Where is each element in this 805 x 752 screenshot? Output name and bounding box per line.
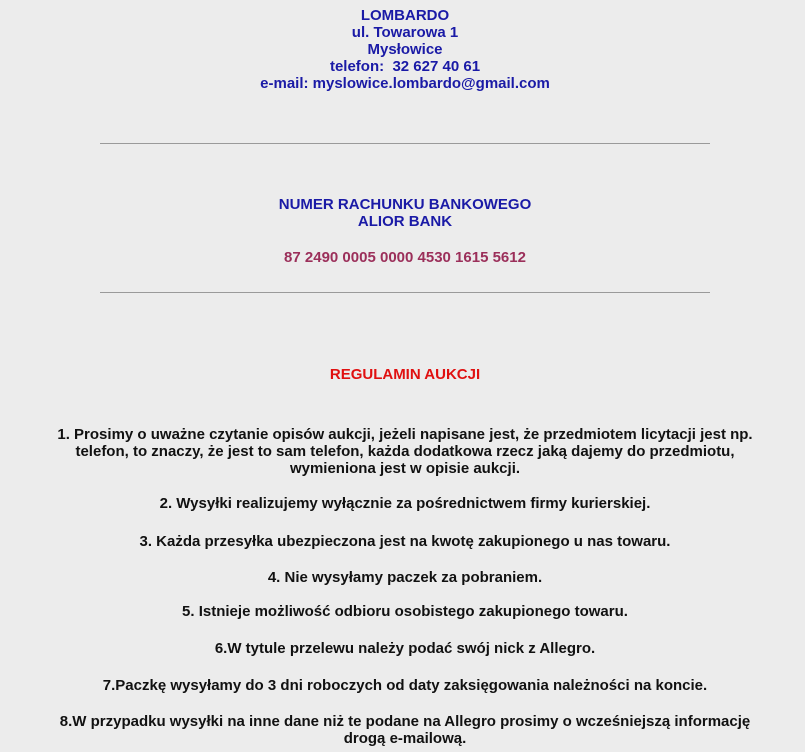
rule-item-6-line-1: 6.W tytule przelewu należy podać swój nick z Allegro. bbox=[214, 640, 596, 657]
rules-title: REGULAMIN AUKCJI bbox=[329, 366, 481, 383]
company-street: ul. Towarowa 1 bbox=[351, 24, 459, 41]
company-phone: telefon: 32 627 40 61 bbox=[329, 58, 481, 75]
rule-item-5-line-1: 5. Istnieje możliwość odbioru osobistego zakupionego towaru. bbox=[182, 603, 628, 620]
rule-item-1 bbox=[0, 426, 805, 477]
divider-top bbox=[100, 143, 710, 144]
rule-item-7 bbox=[0, 677, 805, 694]
rule-item-8 bbox=[0, 713, 805, 747]
rule-item-3 bbox=[0, 533, 805, 550]
rule-item-4-line-1: 4. Nie wysyłamy paczek za pobraniem. bbox=[267, 569, 543, 586]
rule-item-3-line-1: 3. Każda przesyłka ubezpieczona jest na kwotę zakupionego u nas towaru. bbox=[139, 533, 671, 550]
bank-name: ALIOR BANK bbox=[357, 213, 453, 230]
rule-item-4 bbox=[0, 569, 805, 586]
bank-block bbox=[0, 196, 805, 230]
rule-item-1-line-2: telefon, to znaczy, że jest to sam telefon, każda dodatkowa rzecz jaką dajemy do przedmiotu, bbox=[75, 443, 735, 460]
bank-heading: NUMER RACHUNKU BANKOWEGO bbox=[278, 196, 532, 213]
company-email: e-mail: myslowice.lombardo@gmail.com bbox=[260, 75, 550, 92]
rule-item-7-line-1: 7.Paczkę wysyłamy do 3 dni roboczych od daty zaksięgowania należności na koncie. bbox=[102, 677, 708, 694]
rule-item-5 bbox=[0, 603, 805, 620]
rule-item-8-line-2: drogą e-mailową. bbox=[343, 730, 467, 747]
rule-item-1-line-1: 1. Prosimy o uważne czytanie opisów aukcji, jeżeli napisane jest, że przedmiotem licytacji jest np. bbox=[57, 426, 753, 443]
rule-item-8-line-1: 8.W przypadku wysyłki na inne dane niż te podane na Allegro prosimy o wcześniejszą informację bbox=[59, 713, 751, 730]
bank-account-number: 87 2490 0005 0000 4530 1615 5612 bbox=[284, 249, 526, 266]
rule-item-2-line-1: 2. Wysyłki realizujemy wyłącznie za pośrednictwem firmy kurierskiej. bbox=[159, 495, 651, 512]
company-name: LOMBARDO bbox=[360, 7, 450, 24]
company-city: Mysłowice bbox=[367, 41, 443, 58]
rule-item-1-line-3: wymieniona jest w opisie aukcji. bbox=[289, 460, 521, 477]
rule-item-6 bbox=[0, 640, 805, 657]
company-address-block bbox=[0, 7, 805, 92]
rule-item-2 bbox=[0, 495, 805, 512]
divider-bottom bbox=[100, 292, 710, 293]
